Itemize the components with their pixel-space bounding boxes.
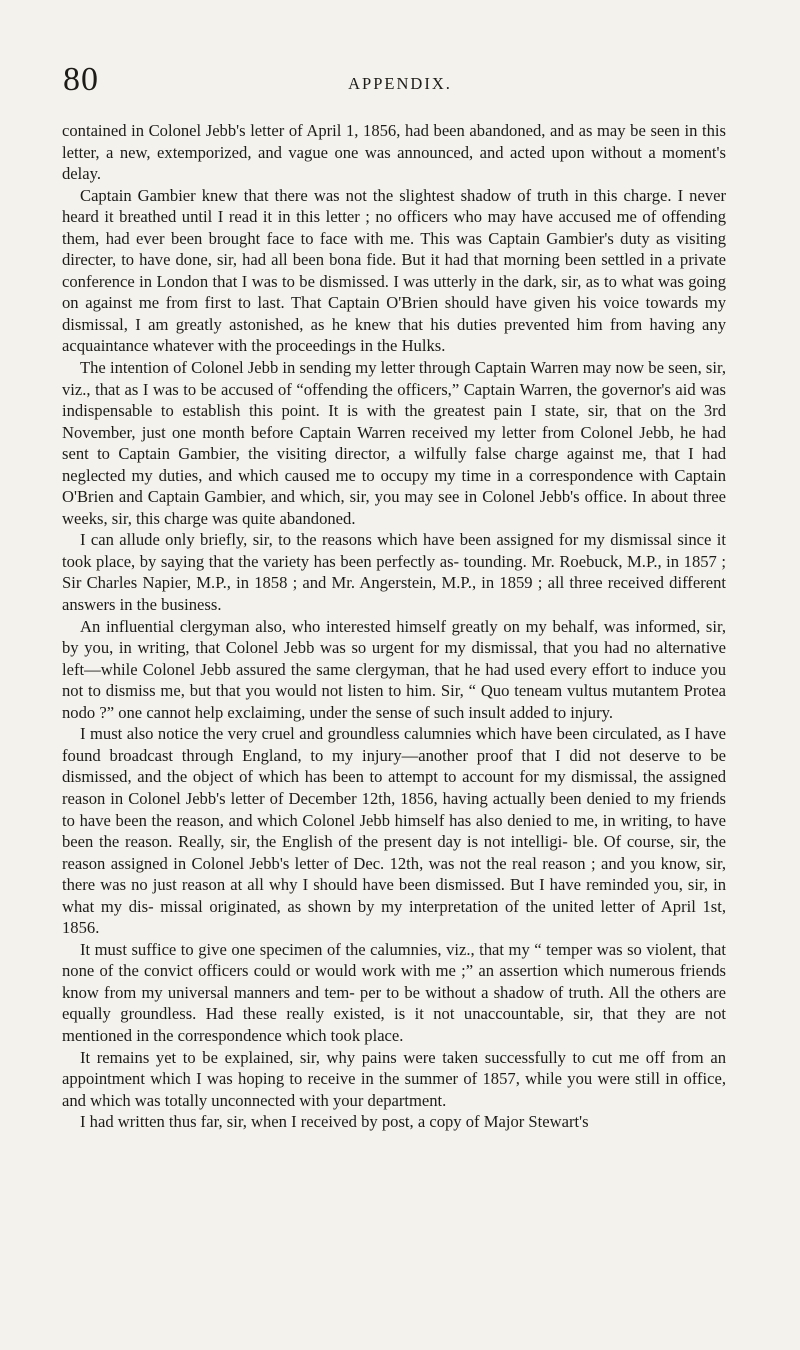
page-header <box>0 60 800 100</box>
paragraph-2: Captain Gambier knew that there was not the slightest shadow of truth in this charge. I never heard it breathed until I read it in this letter ; no officers who may have accused me of offending them, had ever been brought face to face with me. This was Captain Gambier's duty as visiting directer, to have done, sir, had all been bona fide. But it had that morning been settled in a private conference in London that I was to be dismissed. I was utterly in the dark, sir, as to what was going on against me from first to last. That Captain O'Brien should have given his voice towards my dismissal, I am greatly astonished, as he knew that his duties prevented him from having any acquaintance whatever with the proceedings in the Hulks. <box>62 185 726 356</box>
paragraph-6: I must also notice the very cruel and groundless calumnies which have been circulated, as I have found broadcast through England, to my injury—another proof that I did not deserve to be dismissed, and the object of which has been to attempt to account for my dismissal, the assigned reason in Colonel Jebb's letter of December 12th, 1856, having actually been denied to my friends to have been the reason, and which Colonel Jebb himself has also denied to me, in writing, to have been the reason. Really, sir, the English of the present day is not intelligi- ble. Of course, sir, the reason assigned in Colonel Jebb's letter of Dec. 12th, was not the real reason ; and you know, sir, there was no just reason at all why I should have been dismissed. But I have reminded you, sir, in what my dis- missal originated, as shown by my interpretation of the united letter of April 1st, 1856. <box>62 724 726 938</box>
paragraph-7: It must suffice to give one specimen of the calumnies, viz., that my “ temper was so violent, that none of the convict officers could or would work with me ;” an assertion which numerous friends know from my universal manners and tem- per to be without a shadow of truth. All the others are equally groundless. Had these really existed, is it not unaccountable, sir, that they are not mentioned in the correspondence which took place. <box>62 939 726 1045</box>
paragraph-9: I had written thus far, sir, when I received by post, a copy of Major Stewart's <box>80 1112 589 1132</box>
paragraph-1: contained in Colonel Jebb's letter of April 1, 1856, had been abandoned, and as may be seen in this letter, a new, extemporized, and vague one was announced, and acted upon without a moment's delay. <box>62 121 726 184</box>
paragraph-4: I can allude only briefly, sir, to the reasons which have been assigned for my dismissal since it took place, by saying that the variety has been perfectly as- tounding. Mr. Roebuck, M.P., in 1857 ; Sir Charles Napier, M.P., in 1858 ; and Mr. Angerstein, M.P., in 1859 ; all three received different answers in the business. <box>62 530 726 615</box>
page-body <box>62 120 726 1133</box>
paragraph-8: It remains yet to be explained, sir, why pains were taken successfully to cut me off from an appointment which I was hoping to receive in the summer of 1857, while you were still in office, and which was totally unconnected with your department. <box>62 1047 726 1110</box>
page-number: 80 <box>63 61 99 98</box>
running-head: APPENDIX. <box>348 74 452 93</box>
paragraph-5: An influential clergyman also, who interested himself greatly on my behalf, was informed, sir, by you, in writing, that Colonel Jebb was so urgent for my dismissal, that you had no alternative left—while Colonel Jebb assured the same clergyman, that he had used every effort to induce you not to dismiss me, but that you would not listen to him. Sir, “ Quo teneam vultus mutantem Protea nodo ?” one cannot help exclaiming, under the sense of such insult added to injury. <box>62 616 726 722</box>
paragraph-3: The intention of Colonel Jebb in sending my letter through Captain Warren may now be seen, sir, viz., that as I was to be accused of “offending the officers,” Captain Warren, the governor's aid was indispensable to establish this point. It is with the greatest pain I state, sir, that on the 3rd November, just one month before Captain Warren received my letter from Colonel Jebb, he had sent to Captain Gambier, the visiting director, a wilfully false charge against me, that I had neglected my duties, and which caused me to occupy my time in a correspondence with Captain O'Brien and Captain Gambier, and which, sir, you may see in Colonel Jebb's office. In about three weeks, sir, this charge was quite abandoned. <box>62 358 726 528</box>
